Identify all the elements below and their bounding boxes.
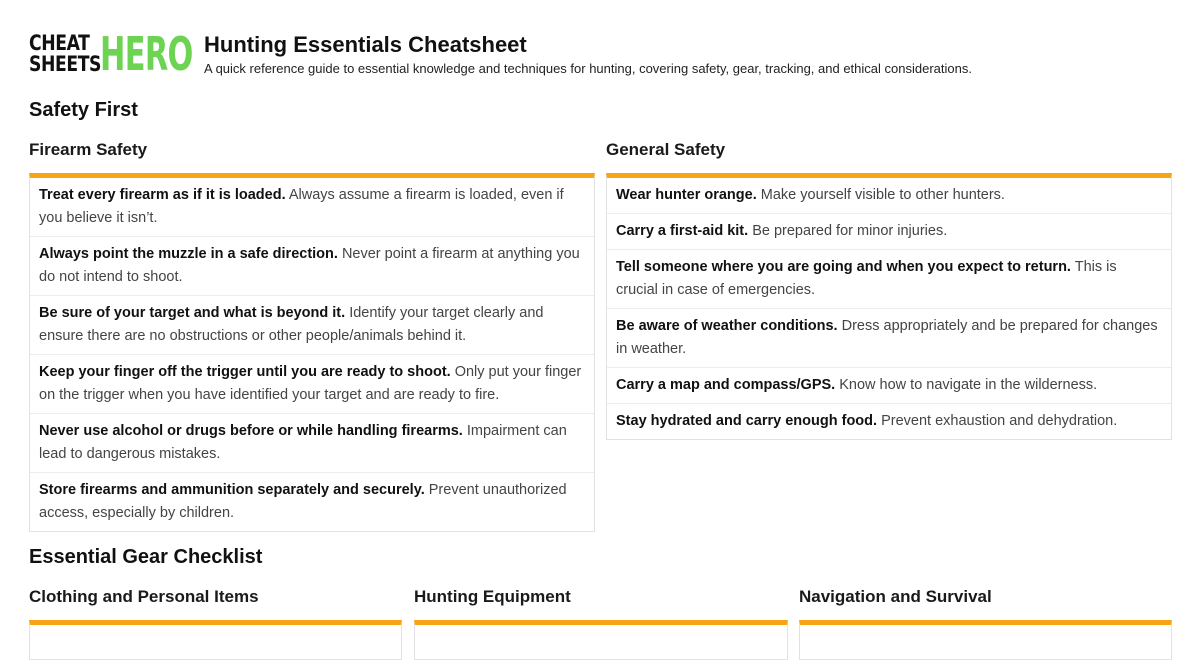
item-heading: Carry a first-aid kit. — [616, 223, 749, 239]
section-title-essential-gear: Essential Gear Checklist — [29, 546, 263, 568]
item-text: Dress appropriately and be prepared for changes in weather. — [616, 318, 1158, 357]
list-item — [30, 473, 594, 531]
item-heading: Be aware of weather conditions. — [616, 318, 838, 334]
page-header — [29, 27, 972, 81]
logo-line-cheat: CHEAT — [29, 31, 90, 55]
item-heading: Wear hunter orange. — [616, 187, 757, 203]
list-item — [30, 296, 594, 355]
item-heading: Keep your finger off the trigger until you are ready to shoot. — [39, 364, 451, 380]
list-item — [607, 250, 1171, 309]
list-item — [607, 368, 1171, 404]
section-title-safety-first: Safety First — [29, 99, 138, 121]
item-text: Always assume a firearm is loaded, even if you believe it isn’t. — [39, 187, 564, 226]
item-text: This is crucial in case of emergencies. — [616, 259, 1117, 298]
item-text: Be prepared for minor injuries. — [748, 223, 948, 239]
item-heading: Carry a map and compass/GPS. — [616, 377, 836, 393]
item-heading: Be sure of your target and what is beyond it. — [39, 305, 346, 321]
list-item — [30, 237, 594, 296]
title-block — [204, 31, 972, 77]
list-item — [607, 404, 1171, 439]
item-text: Prevent unauthorized access, especially by children. — [39, 482, 567, 521]
list-item — [30, 414, 594, 473]
list-item — [607, 178, 1171, 214]
item-heading: Never use alcohol or drugs before or while handling firearms. — [39, 423, 463, 439]
logo-text-left — [29, 31, 102, 76]
logo-line-sheets: SHEETS — [29, 52, 102, 76]
page-title: Hunting Essentials Cheatsheet — [204, 32, 527, 57]
card-title-firearm-safety: Firearm Safety — [29, 140, 148, 159]
item-text: Only put your finger on the trigger when you have identified your target and are ready to fire. — [39, 364, 582, 403]
list-item — [30, 178, 594, 237]
list-item — [30, 355, 594, 414]
logo-text-hero: HERO — [100, 27, 193, 81]
item-text: Make yourself visible to other hunters. — [756, 187, 1005, 203]
card-title-clothing: Clothing and Personal Items — [29, 587, 259, 606]
page-subtitle: A quick reference guide to essential knowledge and techniques for hunting, covering safety, gear, tracking, and ethical considerations. — [204, 61, 972, 76]
card-firearm-safety — [29, 173, 595, 532]
item-text: Never point a firearm at anything you do not intend to shoot. — [39, 246, 580, 285]
card-clothing — [29, 620, 402, 660]
list-item — [607, 309, 1171, 368]
card-title-hunting-equipment: Hunting Equipment — [414, 587, 571, 606]
card-title-general-safety: General Safety — [606, 140, 726, 159]
card-navigation — [799, 620, 1172, 660]
item-heading: Stay hydrated and carry enough food. — [616, 413, 878, 429]
item-heading: Tell someone where you are going and when you expect to return. — [616, 259, 1071, 275]
item-text: Know how to navigate in the wilderness. — [835, 377, 1098, 393]
card-title-navigation: Navigation and Survival — [799, 587, 992, 606]
cheatsheets-hero-logo[interactable] — [29, 27, 200, 81]
item-heading: Always point the muzzle in a safe direction. — [39, 246, 338, 262]
item-text: Impairment can lead to dangerous mistakes. — [39, 423, 567, 462]
card-hunting-equipment — [414, 620, 788, 660]
card-general-safety — [606, 173, 1172, 440]
item-heading: Store firearms and ammunition separately and securely. — [39, 482, 425, 498]
list-item — [607, 214, 1171, 250]
item-text: Prevent exhaustion and dehydration. — [877, 413, 1118, 429]
item-text: Identify your target clearly and ensure there are no obstructions or other people/animals behind it. — [39, 305, 544, 344]
item-heading: Treat every firearm as if it is loaded. — [39, 187, 286, 203]
